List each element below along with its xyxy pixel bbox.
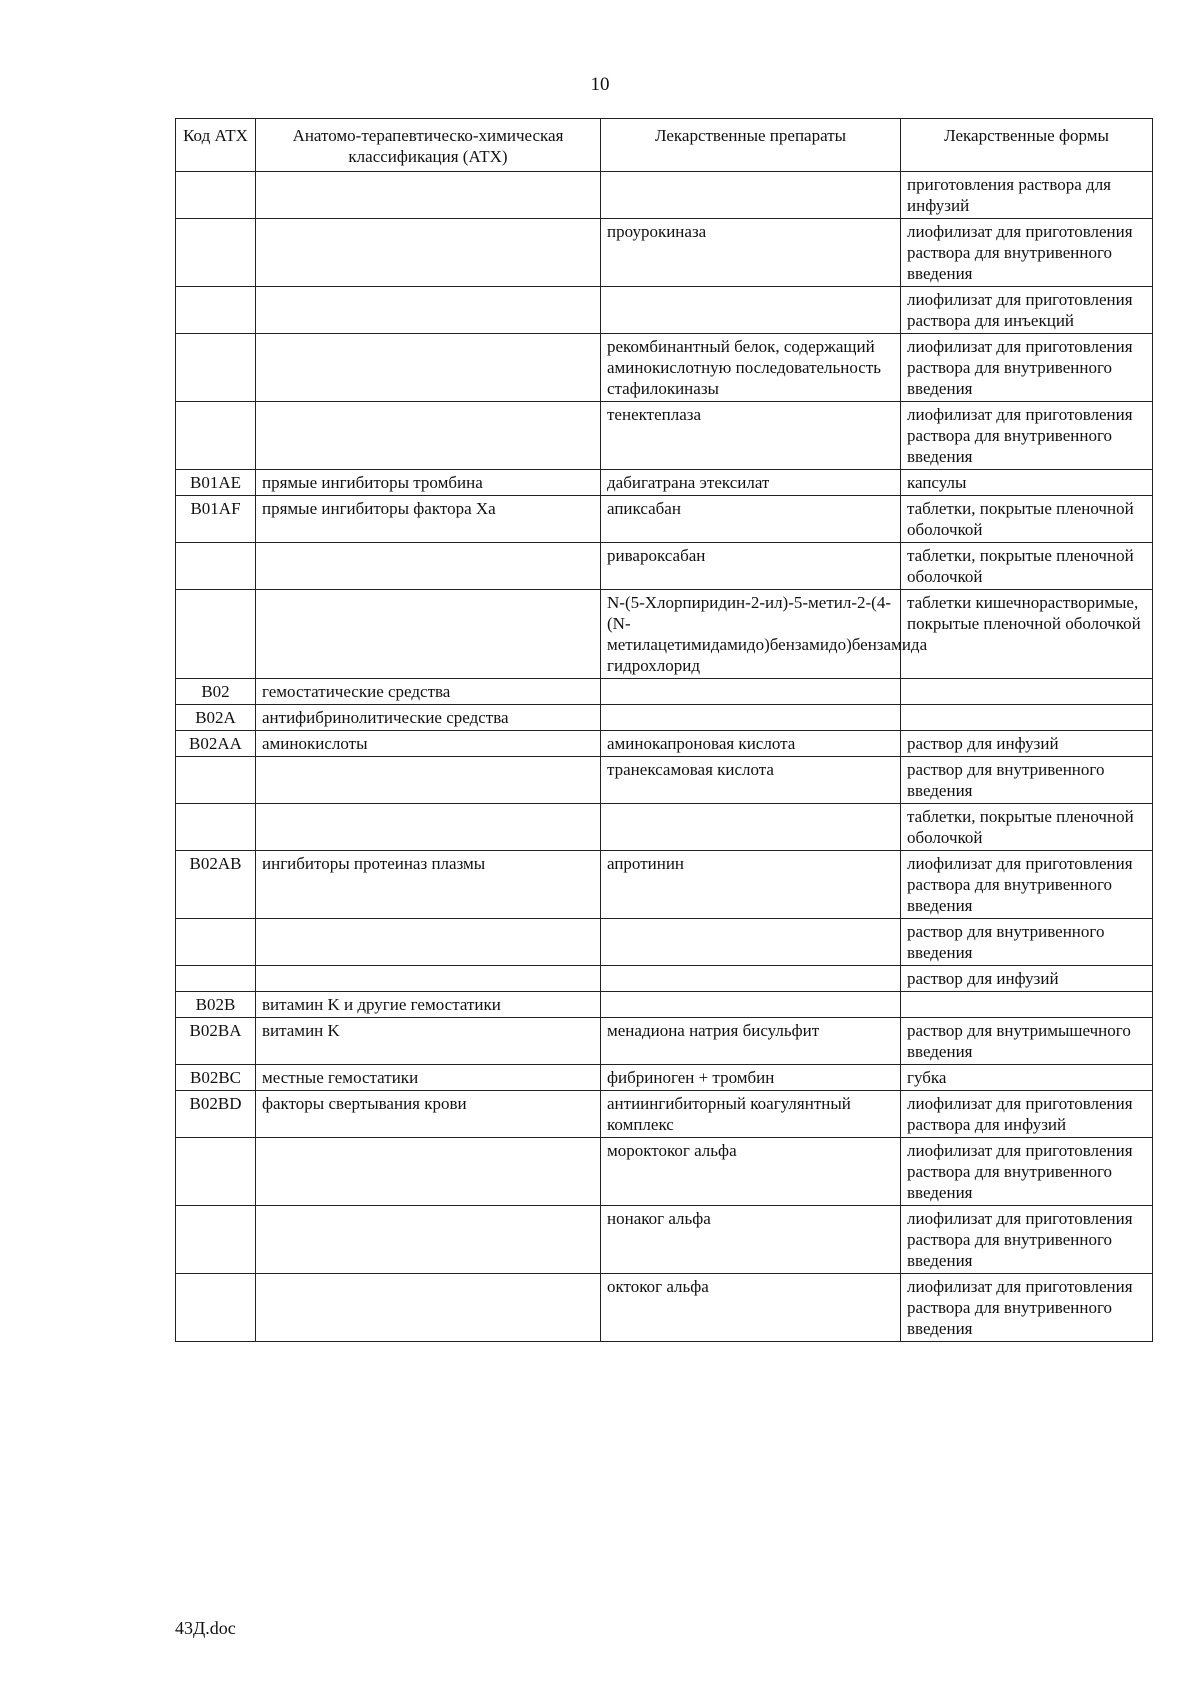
cell-code [176, 590, 256, 679]
table-row [176, 470, 1153, 496]
cell-code [176, 543, 256, 590]
table-row [176, 543, 1153, 590]
cell-form: капсулы [901, 470, 1153, 496]
cell-drug: тенектеплаза [601, 402, 901, 470]
cell-classification [256, 1206, 601, 1274]
cell-form [901, 705, 1153, 731]
cell-code [176, 402, 256, 470]
cell-form: лиофилизат для приготовления раствора для внутривенного введения [901, 334, 1153, 402]
table-row [176, 334, 1153, 402]
cell-form: раствор для инфузий [901, 966, 1153, 992]
cell-code [176, 287, 256, 334]
table-row [176, 851, 1153, 919]
cell-drug: дабигатрана этексилат [601, 470, 901, 496]
cell-classification [256, 1138, 601, 1206]
footer-filename: 43Д.doc [175, 1618, 236, 1638]
cell-code: B02AA [176, 731, 256, 757]
cell-code [176, 219, 256, 287]
cell-drug: аминокапроновая кислота [601, 731, 901, 757]
atx-table [175, 118, 1153, 1342]
cell-classification [256, 804, 601, 851]
cell-classification: ингибиторы протеиназ плазмы [256, 851, 601, 919]
header-code: Код АТХ [176, 119, 256, 172]
cell-code [176, 1138, 256, 1206]
cell-classification [256, 919, 601, 966]
cell-classification: витамин K [256, 1018, 601, 1065]
cell-form: лиофилизат для приготовления раствора для внутривенного введения [901, 402, 1153, 470]
table-body [176, 172, 1153, 1342]
cell-classification [256, 402, 601, 470]
cell-classification: местные гемостатики [256, 1065, 601, 1091]
cell-form: раствор для внутривенного введения [901, 757, 1153, 804]
header-classification: Анатомо-терапевтическо-химическая классификация (АТХ) [256, 119, 601, 172]
cell-form: лиофилизат для приготовления раствора для внутривенного введения [901, 851, 1153, 919]
table-row [176, 705, 1153, 731]
cell-drug [601, 966, 901, 992]
cell-classification [256, 172, 601, 219]
cell-drug [601, 804, 901, 851]
cell-form: раствор для внутримышечного введения [901, 1018, 1153, 1065]
cell-classification [256, 757, 601, 804]
cell-form [901, 679, 1153, 705]
cell-classification: прямые ингибиторы фактора Xa [256, 496, 601, 543]
cell-drug: нонаког альфа [601, 1206, 901, 1274]
cell-code [176, 334, 256, 402]
table-row [176, 679, 1153, 705]
table-row [176, 1091, 1153, 1138]
cell-drug: апротинин [601, 851, 901, 919]
cell-form: таблетки, покрытые пленочной оболочкой [901, 496, 1153, 543]
cell-classification: гемостатические средства [256, 679, 601, 705]
table-header-row [176, 119, 1153, 172]
table-row [176, 731, 1153, 757]
cell-drug [601, 705, 901, 731]
cell-drug [601, 919, 901, 966]
cell-classification: прямые ингибиторы тромбина [256, 470, 601, 496]
table-row [176, 1138, 1153, 1206]
cell-drug: антиингибиторный коагулянтный комплекс [601, 1091, 901, 1138]
cell-form: лиофилизат для приготовления раствора для инъекций [901, 287, 1153, 334]
table-row [176, 1206, 1153, 1274]
cell-form [901, 992, 1153, 1018]
cell-drug: рекомбинантный белок, содержащий аминокислотную последовательность стафилокиназы [601, 334, 901, 402]
cell-classification [256, 287, 601, 334]
table-row [176, 496, 1153, 543]
cell-code [176, 919, 256, 966]
cell-form: лиофилизат для приготовления раствора для внутривенного введения [901, 1206, 1153, 1274]
cell-form: лиофилизат для приготовления раствора для внутривенного введения [901, 1138, 1153, 1206]
table-row [176, 1065, 1153, 1091]
header-drugs: Лекарственные препараты [601, 119, 901, 172]
cell-drug [601, 172, 901, 219]
cell-code: B01AE [176, 470, 256, 496]
cell-drug [601, 287, 901, 334]
cell-form: лиофилизат для приготовления раствора для внутривенного введения [901, 219, 1153, 287]
cell-drug: менадиона натрия бисульфит [601, 1018, 901, 1065]
cell-form: лиофилизат для приготовления раствора для инфузий [901, 1091, 1153, 1138]
cell-form: таблетки, покрытые пленочной оболочкой [901, 543, 1153, 590]
table-row [176, 1018, 1153, 1065]
cell-drug: N-(5-Хлорпиридин-2-ил)-5-метил-2-(4-(N-метилацетимидамидо)бензамидо)бензамида гидрохлорид [601, 590, 901, 679]
cell-classification [256, 543, 601, 590]
cell-code: B02BD [176, 1091, 256, 1138]
header-forms: Лекарственные формы [901, 119, 1153, 172]
table-row [176, 402, 1153, 470]
table-row [176, 992, 1153, 1018]
cell-code: B02BC [176, 1065, 256, 1091]
table-row [176, 172, 1153, 219]
cell-form: приготовления раствора для инфузий [901, 172, 1153, 219]
cell-code [176, 172, 256, 219]
table-row [176, 757, 1153, 804]
table-row [176, 219, 1153, 287]
cell-code [176, 804, 256, 851]
cell-code: B02 [176, 679, 256, 705]
cell-classification [256, 334, 601, 402]
cell-code: B01AF [176, 496, 256, 543]
table-row [176, 590, 1153, 679]
cell-drug [601, 679, 901, 705]
cell-classification [256, 219, 601, 287]
cell-code [176, 966, 256, 992]
cell-code: B02B [176, 992, 256, 1018]
cell-code [176, 1206, 256, 1274]
table-row [176, 966, 1153, 992]
cell-classification: антифибринолитические средства [256, 705, 601, 731]
cell-drug: октоког альфа [601, 1274, 901, 1342]
page-number: 10 [590, 74, 610, 95]
cell-drug: мороктоког альфа [601, 1138, 901, 1206]
cell-drug: транексамовая кислота [601, 757, 901, 804]
table-row [176, 287, 1153, 334]
cell-code: B02AB [176, 851, 256, 919]
cell-form: лиофилизат для приготовления раствора для внутривенного введения [901, 1274, 1153, 1342]
cell-form: раствор для инфузий [901, 731, 1153, 757]
cell-form: губка [901, 1065, 1153, 1091]
cell-classification: витамин K и другие гемостатики [256, 992, 601, 1018]
cell-drug: фибриноген + тромбин [601, 1065, 901, 1091]
cell-classification [256, 590, 601, 679]
cell-code: B02A [176, 705, 256, 731]
table-row [176, 1274, 1153, 1342]
cell-form: раствор для внутривенного введения [901, 919, 1153, 966]
table-row [176, 919, 1153, 966]
cell-code [176, 1274, 256, 1342]
cell-drug: ривароксабан [601, 543, 901, 590]
cell-drug: проурокиназа [601, 219, 901, 287]
cell-code [176, 757, 256, 804]
cell-drug [601, 992, 901, 1018]
cell-classification [256, 966, 601, 992]
cell-form: таблетки, покрытые пленочной оболочкой [901, 804, 1153, 851]
table-row [176, 804, 1153, 851]
cell-drug: апиксабан [601, 496, 901, 543]
cell-classification: факторы свертывания крови [256, 1091, 601, 1138]
cell-form: таблетки кишечнорастворимые, покрытые пленочной оболочкой [901, 590, 1153, 679]
cell-classification [256, 1274, 601, 1342]
cell-code: B02BA [176, 1018, 256, 1065]
cell-classification: аминокислоты [256, 731, 601, 757]
